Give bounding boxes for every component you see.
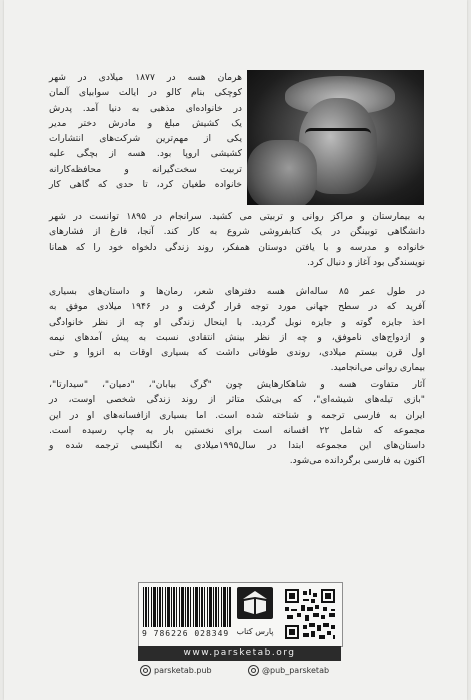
text-line: کشیشی اروپا بود. هسه از بچگی علیه	[49, 148, 242, 160]
text-line: مجموعه که شامل ۲۲ افسانه است برای نخستین بار به چاپ رسیده است.	[49, 424, 425, 436]
text-line: بیماری روانی می‌انجامید.	[330, 362, 425, 374]
text-line: خانواده و مدرسه و با یافتن دوستان همفکر، روند زندگی دلخواه خود را که همانا	[49, 241, 425, 253]
text-line: کوچکی بنام کالو در ایالت سوابیای آلمان	[49, 87, 242, 99]
publisher-logo-icon	[237, 587, 273, 619]
text-line: خانواده طغیان کرد، تا حدی که گاهی کار	[49, 179, 242, 191]
text-line: اخذ جایزه گوته و جایزه نوبل گردید. با اینحال زندگی او چه از نظر خانوادگی	[49, 316, 425, 328]
author-portrait	[247, 70, 424, 205]
text-line: تربیت سخت‌گیرانه و محافظه‌کارانه	[49, 163, 242, 175]
telegram-icon	[248, 665, 259, 676]
biography-paragraph-2	[49, 209, 425, 270]
text-line: به بیمارستان و مراکز روانی و تربیتی می‌ کشید. سرانجام در ۱۸۹۵ توانست در شهر	[49, 211, 425, 222]
book-back-cover	[4, 0, 467, 700]
instagram-handle: parsketab.pub	[154, 666, 212, 675]
text-line: در خانواده‌ای مذهبی به دنیا آمد. پدرش	[49, 102, 242, 114]
isbn-number: 9 786226 028349	[142, 629, 230, 638]
instagram-link[interactable]	[140, 665, 212, 676]
text-line: اول قرن بیستم میلادی، روندی طوفانی داشت که بسیاری اوقات به انزوا و حتی	[49, 347, 425, 359]
publisher-name: پارس کتاب	[236, 627, 274, 636]
qr-code-icon[interactable]	[283, 587, 337, 641]
text-line: "بازی تیله‌های شیشه‌ای"، که بی‌شک متاثر از روند زندگی شخصی اوست، در	[49, 394, 425, 406]
text-line: یکی از مهم‌ترین شرکت‌های انتشارات	[49, 133, 242, 145]
text-line: آثار متفاوت هسه و شاهکارهایش چون "گرگ بیابان"، "دمیان"، "سیدارتا"،	[49, 379, 425, 390]
biography-paragraph-3	[49, 284, 425, 376]
text-line: ایران به فارسی ترجمه و شناخته شده است. اما بسیاری ازافسانه‌های او در این	[49, 409, 425, 421]
telegram-handle: @pub_parsketab	[262, 666, 330, 675]
biography-paragraph-1	[49, 70, 242, 192]
works-paragraph	[49, 377, 425, 469]
text-line: داستان‌های این مجموعه ابتدا در سال۱۹۹۵میلادی به انگلیسی ترجمه شده و	[49, 440, 425, 452]
text-line: در طول عمر ۸۵ ساله‌اش هسه دفترهای شعر، رمان‌ها و داستان‌های بسیاری	[49, 286, 425, 297]
text-line: و ازدواج‌های ناموفق، و چه از نظر بینش انتقادی نسبت به پیش آمدهای نیمه	[49, 331, 425, 343]
text-line: آفرید که در سطح جهانی مورد توجه قرار گرفت و در ۱۹۴۶ میلادی موفق به	[49, 301, 425, 313]
text-line: یک کشیش مبلغ و مادرش دختر مدیر	[49, 117, 242, 129]
text-line: هرمان هسه در ۱۸۷۷ میلادی در شهر	[49, 72, 243, 83]
social-links	[138, 665, 341, 679]
telegram-link[interactable]	[248, 665, 329, 676]
isbn-barcode	[143, 587, 231, 627]
text-line: دانشگاهی توبینگن در یک کتابفروشی شروع به کار کند. آنجا، فارغ از فشارهای	[49, 226, 425, 238]
text-line: اکنون به فارسی برگردانده می‌شود.	[289, 455, 425, 467]
barcode-panel	[138, 582, 343, 647]
instagram-icon	[140, 665, 151, 676]
text-line: نویسندگی بود آغاز و دنبال کرد.	[306, 256, 425, 268]
publisher-website-link[interactable]: www.parsketab.org	[138, 646, 341, 661]
